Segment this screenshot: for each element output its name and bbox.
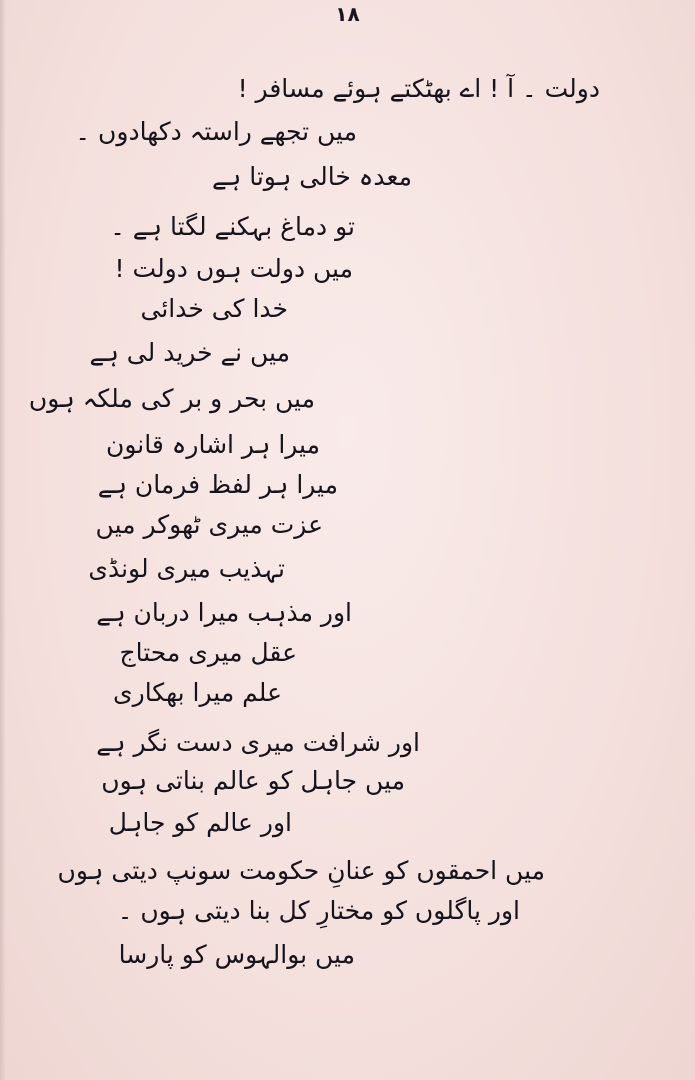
text-line-19: میں احمقوں کو عنانِ حکومت سونپ دیتی ہوں [57,856,545,885]
text-line-16: اور شرافت میری دست نگر ہے [96,728,420,757]
page-number: ۱۸ [335,2,360,26]
text-line-15: علم میرا بھکاری [113,678,282,707]
text-line-12: تہذیب میری لونڈی [88,554,285,583]
text-line-1: دولت ۔ آ ! اے بھٹکتے ہوئے مسافر ! [237,74,600,103]
text-line-20: اور پاگلوں کو مختارِ کل بنا دیتی ہوں ۔ [117,896,520,925]
text-line-5: میں دولت ہوں دولت ! [114,254,353,283]
text-line-4: تو دماغ بہکنے لگتا ہے ۔ [110,212,355,241]
text-line-13: اور مذہب میرا دربان ہے [96,598,352,627]
text-line-18: اور عالم کو جاہل [108,808,292,837]
text-line-14: عقل میری محتاج [119,638,297,667]
text-line-7: میں نے خرید لی ہے [89,338,290,367]
text-line-17: میں جاہل کو عالم بناتی ہوں [101,766,405,795]
text-line-10: میرا ہر لفظ فرمان ہے [97,470,338,499]
text-line-8: میں بحر و بر کی ملکہ ہوں [28,384,315,413]
text-line-9: میرا ہر اشارہ قانون [106,430,320,459]
text-line-2: میں تجھے راستہ دکھادوں ۔ [75,117,357,146]
text-line-11: عزت میری ٹھوکر میں [95,510,323,539]
text-line-6: خدا کی خدائی [140,294,288,323]
text-line-21: میں بوالہوس کو پارسا [118,940,355,969]
page-edge-shadow [0,0,6,1080]
text-line-3: معدہ خالی ہوتا ہے [211,162,412,191]
